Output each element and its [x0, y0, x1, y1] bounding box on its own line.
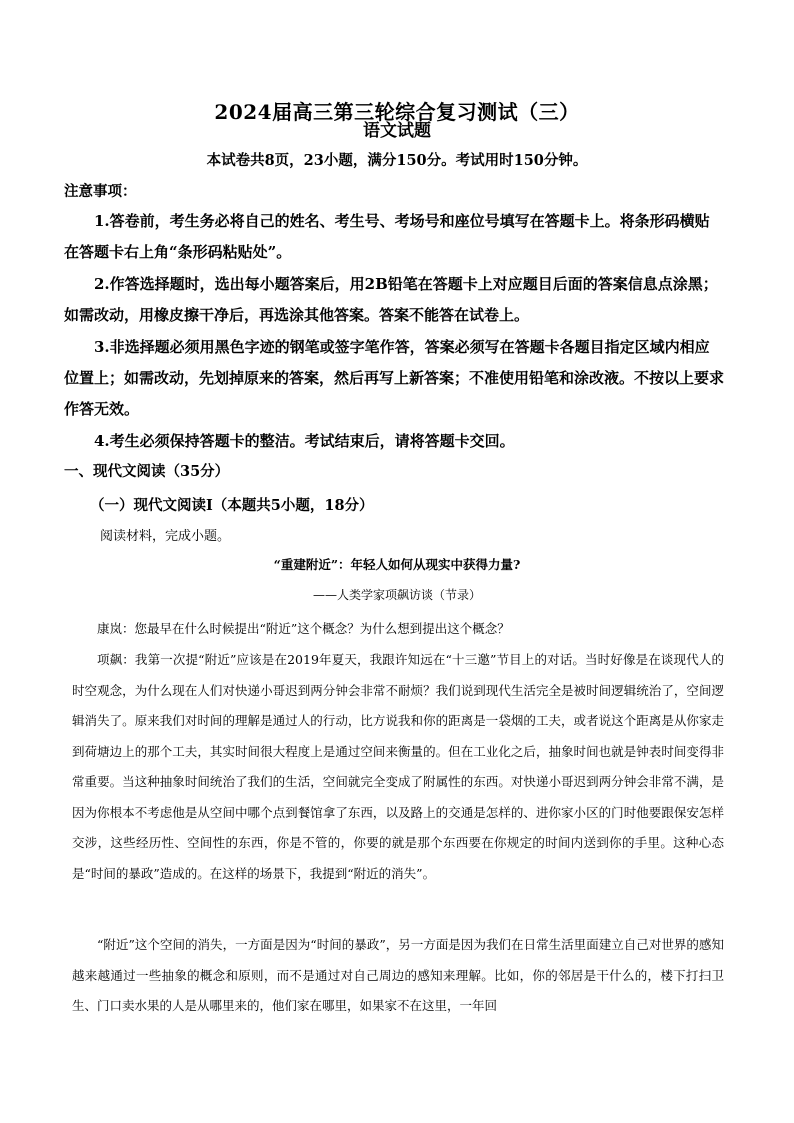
exam-info: 本试卷共8页，23小题，满分150分。考试用时150分钟。	[206, 152, 588, 169]
article-title: “重建附近”：年轻人如何从现实中获得力量?	[273, 557, 521, 572]
exam-title: 2024届高三第三轮综合复习测试（三）	[214, 100, 580, 124]
notice-item-2: 2.作答选择题时，选出每小题答案后，用2B铅笔在答题卡上对应题目后面的答案信息点涂黑；如需改动，用橡皮擦干净后，再选涂其他答案。答案不能答在试卷上。	[64, 275, 718, 324]
notice-item-1: 1.答卷前，考生务必将自己的姓名、考生号、考场号和座位号填写在答题卡上。将条形码横贴在答题卡右上角“条形码粘贴处”。	[64, 212, 710, 261]
article-byline: ——人类学家项飙访谈（节录）	[312, 588, 481, 602]
notice-item-3: 3.非选择题必须用黑色字迹的钢笔或签字笔作答，答案必须写在答题卡各题目指定区域内相应位置上；如需改动，先划掉原来的答案，然后再写上新答案；不准使用铅笔和涂改液。不按以上要求作答无效。	[64, 338, 725, 418]
notice-item-4: 4.考生必须保持答题卡的整洁。考试结束后，请将答题卡交回。	[94, 432, 515, 450]
subsection-title: （一）现代文阅读Ⅰ（本题共5小题，18分）	[90, 497, 374, 514]
subject-title: 语文试题	[363, 121, 431, 141]
article-paragraph: 项飙：我第一次提“附近”应该是在2019年夏天，我跟许知远在“十三邀”节目上的对话。当时好像是在谈现代人的时空观念，为什么现在人们对快递小哥迟到两分钟会非常不耐烦？我们说到现代生活完全是被时间逻辑统治了，空间逻辑消失了。原来我们对时间的理解是通过人的行动，比方说我和你的距离是一袋烟的工夫，或者说这个距离是从你家走到荷塘边上的那个工夫，其实时间很大程度上是通过空间来衡量的。但在工业化之后，抽象时间也就是钟表时间变得非常重要。当这种抽象时间统治了我们的生活，空间就完全变成了附属性的东西。对快递小哥迟到两分钟会非常不满，是因为你根本不考虑他是从空间中哪个点到餐馆拿了东西，以及路上的交通是怎样的、进你家小区的门时他要跟保安怎样交涉，这些经历性、空间性的东西，你是不管的，你要的就是那个东西要在你规定的时间内送到你的手里。这种心态是“时间的暴政”造成的。在这样的场景下，我提到“附近的消失”。	[72, 652, 724, 881]
reading-instruction: 阅读材料，完成小题。	[100, 529, 231, 544]
article-paragraph: 康岚：您最早在什么时候提出“附近”这个概念？为什么想到提出这个概念？	[97, 621, 510, 636]
notice-heading: 注意事项：	[64, 183, 137, 200]
section-title: 一、现代文阅读（35分）	[64, 463, 230, 480]
article-paragraph: “附近”这个空间的消失，一方面是因为“时间的暴政”，另一方面是因为我们在日常生活里面建立自己对世界的感知越来越通过一些抽象的概念和原则，而不是通过对自己周边的感知来理解。比如，你的邻居是干什么的，楼下打扫卫生、门口卖水果的人是从哪里来的，他们家在哪里，如果家不在这里，一年回	[72, 937, 724, 1013]
